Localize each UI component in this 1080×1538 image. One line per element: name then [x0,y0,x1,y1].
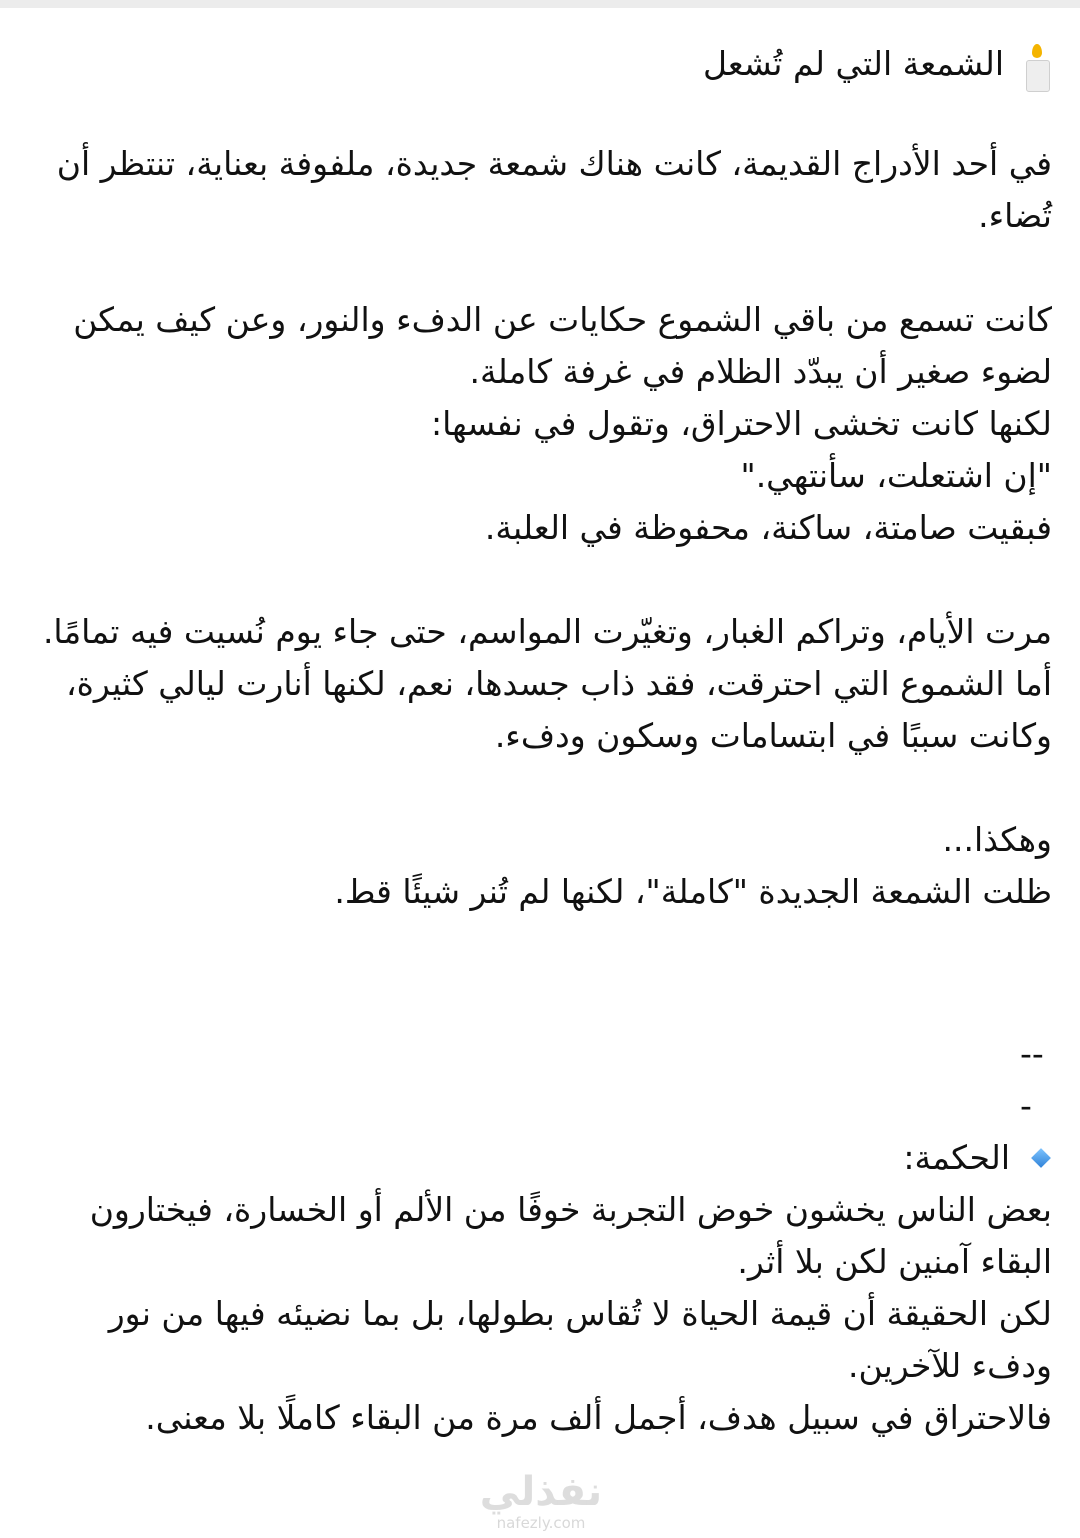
story-paragraph-4-line-2: ظلت الشمعة الجديدة "كاملة"، لكنها لم تُنر شيئًا قط. [334,872,1052,911]
watermark-logo [478,1470,604,1532]
story-paragraph-4-line-1: وهكذا... [942,820,1052,859]
story-paragraph-2-line-2: لكنها كانت تخشى الاحتراق، وتقول في نفسها: [430,404,1052,443]
story-paragraph-2-line-1: كانت تسمع من باقي الشموع حكايات عن الدفء والنور، وعن كيف يمكن لضوء صغير أن يبدّد الظلام في غرفة كاملة. [73,300,1052,391]
candle-icon [1022,38,1052,90]
wisdom-line-2: لكن الحقيقة أن قيمة الحياة لا تُقاس بطولها، بل بما نضيئه فيها من نور ودفء للآخرين. [108,1294,1052,1385]
watermark-arabic: نفذلي [479,1469,603,1515]
story-paragraph-1: في أحد الأدراج القديمة، كانت هناك شمعة جديدة، ملفوفة بعناية، تنتظر أن تُضاء. [56,144,1052,235]
story-paragraph-3-line-1: مرت الأيام، وتراكم الغبار، وتغيّرت المواسم، حتى جاء يوم نُسيت فيه تمامًا. [42,612,1052,651]
top-status-strip [0,0,1080,8]
wisdom-heading-line [24,1132,1052,1184]
post-content [24,36,1052,1444]
story-paragraph-2-line-3: "إن اشتعلت، سأنتهي." [740,456,1052,495]
diamond-icon [1031,1148,1051,1168]
wisdom-line-3: فالاحتراق في سبيل هدف، أجمل ألف مرة من البقاء كاملًا بلا معنى. [145,1398,1052,1437]
wisdom-heading: الحكمة: [903,1138,1010,1177]
wisdom-line-1: بعض الناس يخشون خوض التجربة خوفًا من الألم أو الخسارة، فيختارون البقاء آمنين لكن بلا أثر. [89,1190,1052,1281]
section-separator: --- [1020,1034,1044,1125]
watermark-latin: nafezly.com [496,1514,586,1532]
story-paragraph-2-line-4: فبقيت صامتة، ساكنة، محفوظة في العلبة. [484,508,1052,547]
post-title: الشمعة التي لم تُشعل [702,44,1004,83]
post-title-line [24,36,1052,92]
story-paragraph-3-line-2: أما الشموع التي احترقت، فقد ذاب جسدها، نعم، لكنها أنارت ليالي كثيرة، وكانت سببًا في ابتسامات وسكون ودفء. [65,664,1052,755]
